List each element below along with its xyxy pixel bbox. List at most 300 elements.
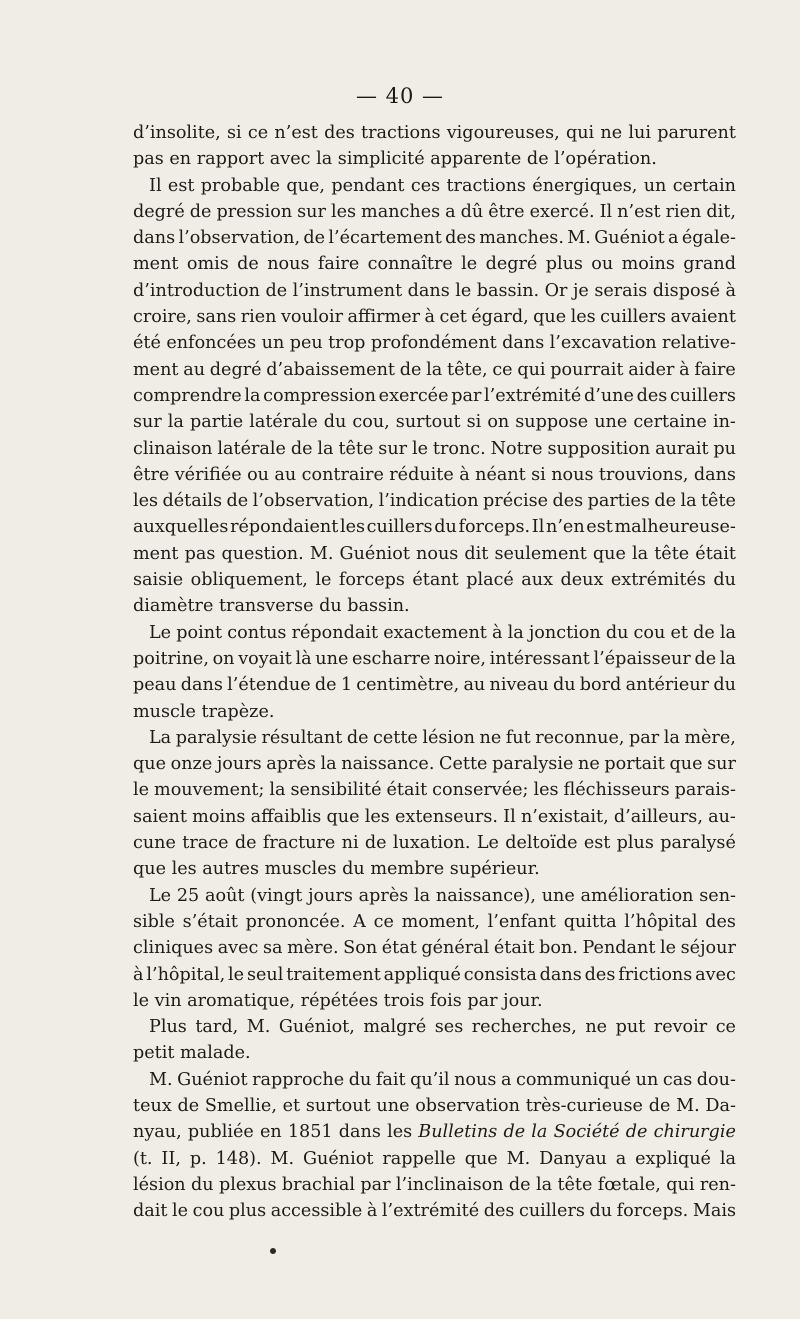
word: frictions (618, 964, 693, 985)
word: prononcée. (245, 911, 346, 932)
text-line (133, 330, 736, 356)
word: peau (133, 675, 177, 696)
word: la (719, 622, 736, 643)
word: latérale (217, 438, 286, 459)
word: Bulletins (418, 1122, 498, 1143)
text-line (133, 1172, 736, 1198)
word: revoir (653, 1017, 708, 1038)
word: nous (416, 543, 459, 564)
word: qui (666, 1174, 695, 1195)
word: par (451, 385, 482, 406)
word: la (632, 543, 649, 564)
word: de (234, 833, 257, 854)
word: détails (162, 491, 223, 512)
word: dait (133, 1201, 168, 1222)
text-line (133, 304, 736, 330)
text-line (133, 935, 736, 961)
word: au (183, 359, 206, 380)
word: dans (338, 1122, 381, 1143)
word: du (589, 1201, 613, 1222)
word: trace (182, 833, 229, 854)
text-line (133, 988, 736, 1014)
word: point (176, 622, 223, 643)
word: par (629, 727, 660, 748)
word: disposé (652, 280, 721, 301)
word: que (533, 307, 567, 328)
word: rien (240, 307, 277, 328)
word: de (399, 359, 422, 380)
word: obliquement, (190, 570, 308, 591)
word: parurent (657, 123, 736, 143)
word: la (426, 359, 443, 380)
word: tête (338, 438, 374, 459)
word: niveau (489, 675, 549, 696)
word: deltoïde (505, 833, 578, 854)
word: Danyau (539, 1148, 607, 1169)
word: ni (341, 833, 359, 854)
word: dans (693, 464, 736, 485)
word: trouvions, (598, 464, 689, 485)
word: Le (149, 885, 172, 906)
word: ce (373, 911, 394, 932)
word: le (461, 254, 478, 275)
text-line (133, 199, 736, 225)
word: des (324, 123, 355, 143)
text-line (133, 883, 736, 909)
word: l’écartement (328, 228, 442, 249)
word: placé (466, 570, 514, 591)
word: l’hôpital, (146, 964, 226, 985)
word: plus (228, 1201, 267, 1222)
word: lui (628, 123, 651, 143)
word: parties (587, 491, 650, 512)
word: exercé. (529, 201, 595, 222)
text-line (133, 383, 736, 409)
word: omis (186, 254, 229, 275)
word: cuillers (600, 307, 667, 328)
word: de (303, 228, 326, 249)
word: n’est (617, 201, 661, 222)
word: onze (170, 754, 213, 775)
word: faire (694, 359, 736, 380)
word: pendant (331, 175, 405, 196)
word: appliqué (383, 964, 461, 985)
word: je (572, 280, 589, 301)
word: M. (270, 1148, 295, 1169)
word: plus (545, 254, 583, 275)
word: là (295, 648, 312, 669)
word: bon. (539, 938, 578, 959)
word: l’étendue (227, 675, 311, 696)
word: mère, (684, 727, 736, 748)
word: cliniques (133, 938, 214, 959)
word: précise (483, 491, 549, 512)
word: l’extrémité (381, 1201, 480, 1222)
word: répondaient (230, 517, 339, 538)
word: d’ailleurs, (613, 806, 703, 827)
word: dans (502, 333, 545, 354)
word: que (669, 754, 703, 775)
word: la (244, 385, 261, 406)
text-line (133, 225, 736, 251)
text-line (133, 672, 736, 698)
word: put (615, 1017, 646, 1038)
word: sur (297, 201, 326, 222)
word: est (167, 175, 195, 196)
word: moins (621, 254, 675, 275)
text-line (133, 514, 736, 540)
word: être (133, 464, 170, 485)
word: degré (485, 254, 538, 275)
word: moins (192, 806, 246, 827)
word: rappelle (382, 1148, 456, 1169)
word: aurait (655, 438, 709, 459)
word: Le (149, 622, 172, 643)
text-line (133, 409, 736, 435)
word: relative- (662, 333, 736, 354)
word: lésion (422, 727, 475, 748)
word: comprendre (133, 385, 242, 406)
word: pression (216, 201, 293, 222)
word: bassin. (476, 280, 540, 301)
word: ne (577, 754, 600, 775)
word: des (636, 385, 668, 406)
word: n’en (545, 517, 585, 538)
word: l’observation, (178, 228, 301, 249)
word: égale- (681, 228, 736, 249)
word: fœtale, (597, 1174, 661, 1195)
word: supposition (547, 438, 651, 459)
word: le (228, 964, 245, 985)
word: escharre (352, 648, 431, 669)
word: de (346, 727, 369, 748)
word: Notre (490, 438, 543, 459)
word: au (274, 464, 297, 485)
text-line (133, 962, 736, 988)
word: Son (343, 938, 378, 959)
text-line (133, 488, 736, 514)
word: nyau, (133, 1122, 182, 1143)
word: les (387, 1122, 413, 1143)
text-line (133, 856, 736, 882)
word: pas en rapport avec la simplicité apparente de l’opération. (133, 149, 657, 170)
word: d’introduction (133, 280, 260, 301)
word: à (366, 1201, 378, 1222)
word: Il (149, 175, 162, 196)
word: l’épaisseur (593, 648, 691, 669)
word: l’inclinaison (395, 1174, 504, 1195)
word: avaient (670, 307, 736, 328)
word: l’indication (378, 491, 479, 512)
word: trop (328, 333, 366, 354)
word: la (531, 1122, 548, 1143)
word: pourrait (550, 359, 624, 380)
word: ren- (699, 1174, 736, 1195)
word: centimètre, (356, 675, 460, 696)
word: conservée; (432, 780, 529, 801)
word: à (133, 964, 144, 985)
word: le (411, 438, 429, 459)
word: Société (553, 1122, 620, 1143)
word: s’était (182, 911, 238, 932)
word: énergiques, (532, 175, 638, 196)
word: ce (715, 1017, 736, 1038)
word: de (508, 1174, 531, 1195)
word: tête, (447, 359, 488, 380)
word: à (424, 307, 436, 328)
text-line (133, 462, 736, 488)
word: M. (676, 1095, 700, 1116)
word: lésion (133, 1174, 186, 1195)
text-line (133, 251, 736, 277)
word: forceps. (458, 517, 531, 538)
word: la (317, 438, 334, 459)
text-line (133, 1119, 736, 1145)
word: la (414, 885, 431, 906)
word: Guéniot, (278, 1017, 355, 1038)
word: les (364, 806, 390, 827)
word: tractions (361, 123, 441, 143)
word: mère. (287, 938, 339, 959)
word: que (326, 806, 360, 827)
word: parais- (674, 780, 736, 801)
word: manches. (479, 228, 564, 249)
word: M. (246, 1017, 271, 1038)
word: ment (133, 254, 179, 275)
word: tête (557, 1174, 593, 1195)
word: fracture (262, 833, 336, 854)
word: du (713, 675, 736, 696)
word: est (586, 517, 613, 538)
word: les (339, 517, 366, 538)
word: le (660, 938, 677, 959)
word: paralysé (660, 833, 736, 854)
word: dans (133, 228, 176, 249)
word: p. (189, 1148, 207, 1169)
word: ou (591, 254, 614, 275)
word: diamètre transverse du bassin. (133, 596, 410, 617)
word: observation (415, 1095, 520, 1116)
word: affirmer (347, 307, 421, 328)
word: à (725, 280, 736, 301)
word: une (315, 648, 349, 669)
word: malheureuse- (614, 517, 736, 538)
word: d’une (583, 385, 634, 406)
word: égard, (471, 307, 529, 328)
word: on (487, 412, 510, 433)
word: seulement (494, 543, 587, 564)
word: expliqué (635, 1148, 711, 1169)
text-line (133, 1040, 736, 1066)
word: exactement (383, 622, 487, 643)
word: du (552, 675, 576, 696)
word: cuillers (366, 517, 433, 538)
word: Guéniot (303, 1148, 374, 1169)
word: tard, (195, 1017, 239, 1038)
word: sur (133, 412, 162, 433)
word: contus (227, 622, 287, 643)
word: l’instrument (292, 280, 403, 301)
word: des (584, 964, 616, 985)
word: avec (217, 938, 259, 959)
word: Guéniot (339, 543, 410, 564)
word: aux (521, 570, 554, 591)
word: Il (599, 201, 613, 222)
word: répondait (291, 622, 379, 643)
word: fut (505, 727, 531, 748)
word: était (493, 938, 535, 959)
word: publiée (187, 1122, 254, 1143)
word: sible (133, 911, 175, 932)
word: et (670, 622, 688, 643)
word: sans (196, 307, 237, 328)
word: a (500, 1069, 512, 1090)
word: qui (565, 123, 595, 143)
word: communiqué (515, 1069, 632, 1090)
word: avec (695, 964, 736, 985)
word: sur (378, 438, 408, 459)
word: M. (149, 1069, 173, 1090)
word: une (594, 412, 628, 433)
text-line (133, 1198, 736, 1224)
word: ce (492, 359, 513, 380)
word: deux (560, 570, 604, 591)
word: et (282, 1095, 301, 1116)
word: II, (161, 1148, 181, 1169)
word: l’enfant (487, 911, 557, 932)
word: auxquelles (133, 517, 229, 538)
word: ou (247, 464, 270, 485)
word: dans (407, 280, 450, 301)
word: les (330, 201, 357, 222)
word: M. (309, 543, 334, 564)
text-line (133, 593, 736, 619)
word: de (654, 491, 677, 512)
word: de (265, 280, 288, 301)
word: la (269, 780, 286, 801)
word: août (205, 885, 245, 906)
word: Pendant (582, 938, 656, 959)
word: Plus (149, 1017, 187, 1038)
word: quitta (563, 911, 617, 932)
word: plus (616, 833, 654, 854)
text-line (133, 1146, 736, 1172)
word: la (719, 1148, 736, 1169)
word: Guéniot (177, 1069, 248, 1090)
word: général (421, 938, 490, 959)
text-line (133, 120, 736, 146)
word: ment (133, 359, 179, 380)
word: chirurgie (653, 1122, 736, 1143)
word: a (615, 1148, 627, 1169)
word: naissance. (341, 754, 435, 775)
word: de (364, 833, 387, 854)
word: si (466, 412, 482, 433)
text-line (133, 1067, 736, 1093)
word: être (488, 201, 525, 222)
word: (vingt (250, 885, 303, 906)
word: réduite (389, 464, 454, 485)
word: de (694, 648, 717, 669)
word: sen- (699, 885, 736, 906)
word: la (680, 491, 697, 512)
body-text (133, 120, 736, 1224)
word: M. (567, 228, 591, 249)
word: enfoncées (166, 333, 257, 354)
word: muscle trapèze. (133, 701, 275, 722)
word: suppose (515, 412, 589, 433)
word: jours (308, 885, 353, 906)
word: cas (662, 1069, 693, 1090)
word: in- (712, 412, 736, 433)
word: qui (517, 359, 546, 380)
word: en (259, 1122, 282, 1143)
word: que (592, 543, 626, 564)
word: tronc. (432, 438, 486, 459)
word: latérale (249, 412, 318, 433)
word: est (583, 833, 611, 854)
word: dans (539, 964, 582, 985)
word: rapproche (252, 1069, 345, 1090)
word: ment (133, 543, 179, 564)
text-line (133, 1093, 736, 1119)
word: le (133, 780, 150, 801)
word: manches (361, 201, 441, 222)
word: 1851 (287, 1122, 333, 1143)
word: cuillers (518, 1201, 585, 1222)
word: ne (600, 123, 623, 143)
word: Mais (692, 1201, 736, 1222)
text-line (133, 699, 736, 725)
word: le (455, 280, 472, 301)
word: bord (579, 675, 622, 696)
text-line (133, 620, 736, 646)
word: Il (503, 806, 516, 827)
word: de (693, 622, 715, 643)
word: affaiblis (250, 806, 322, 827)
word: la (719, 648, 736, 669)
text-line (133, 436, 736, 462)
word: mouvement; (154, 780, 265, 801)
word: résultant (261, 727, 343, 748)
word: que (133, 754, 167, 775)
word: d’insolite, (133, 123, 221, 143)
word: nous (267, 254, 310, 275)
word: étant (412, 570, 459, 591)
word: peu (289, 333, 323, 354)
text-line (133, 278, 736, 304)
word: dit, (706, 201, 736, 222)
word: degré (133, 201, 185, 222)
word: de (226, 491, 249, 512)
word: de (314, 675, 337, 696)
word: profondément (370, 333, 497, 354)
word: pas (184, 543, 216, 564)
word: jonction (528, 622, 601, 643)
word: des (705, 911, 736, 932)
text-line (133, 909, 736, 935)
word: cuillers (670, 385, 736, 406)
word: surtout (305, 1095, 371, 1116)
word: connaître (367, 254, 453, 275)
word: malgré (363, 1017, 427, 1038)
word: faire (317, 254, 360, 275)
word: 1 (340, 675, 353, 696)
word: si (227, 123, 242, 143)
word: teux (133, 1095, 172, 1116)
ink-speck (270, 1248, 276, 1254)
text-line (133, 830, 736, 856)
